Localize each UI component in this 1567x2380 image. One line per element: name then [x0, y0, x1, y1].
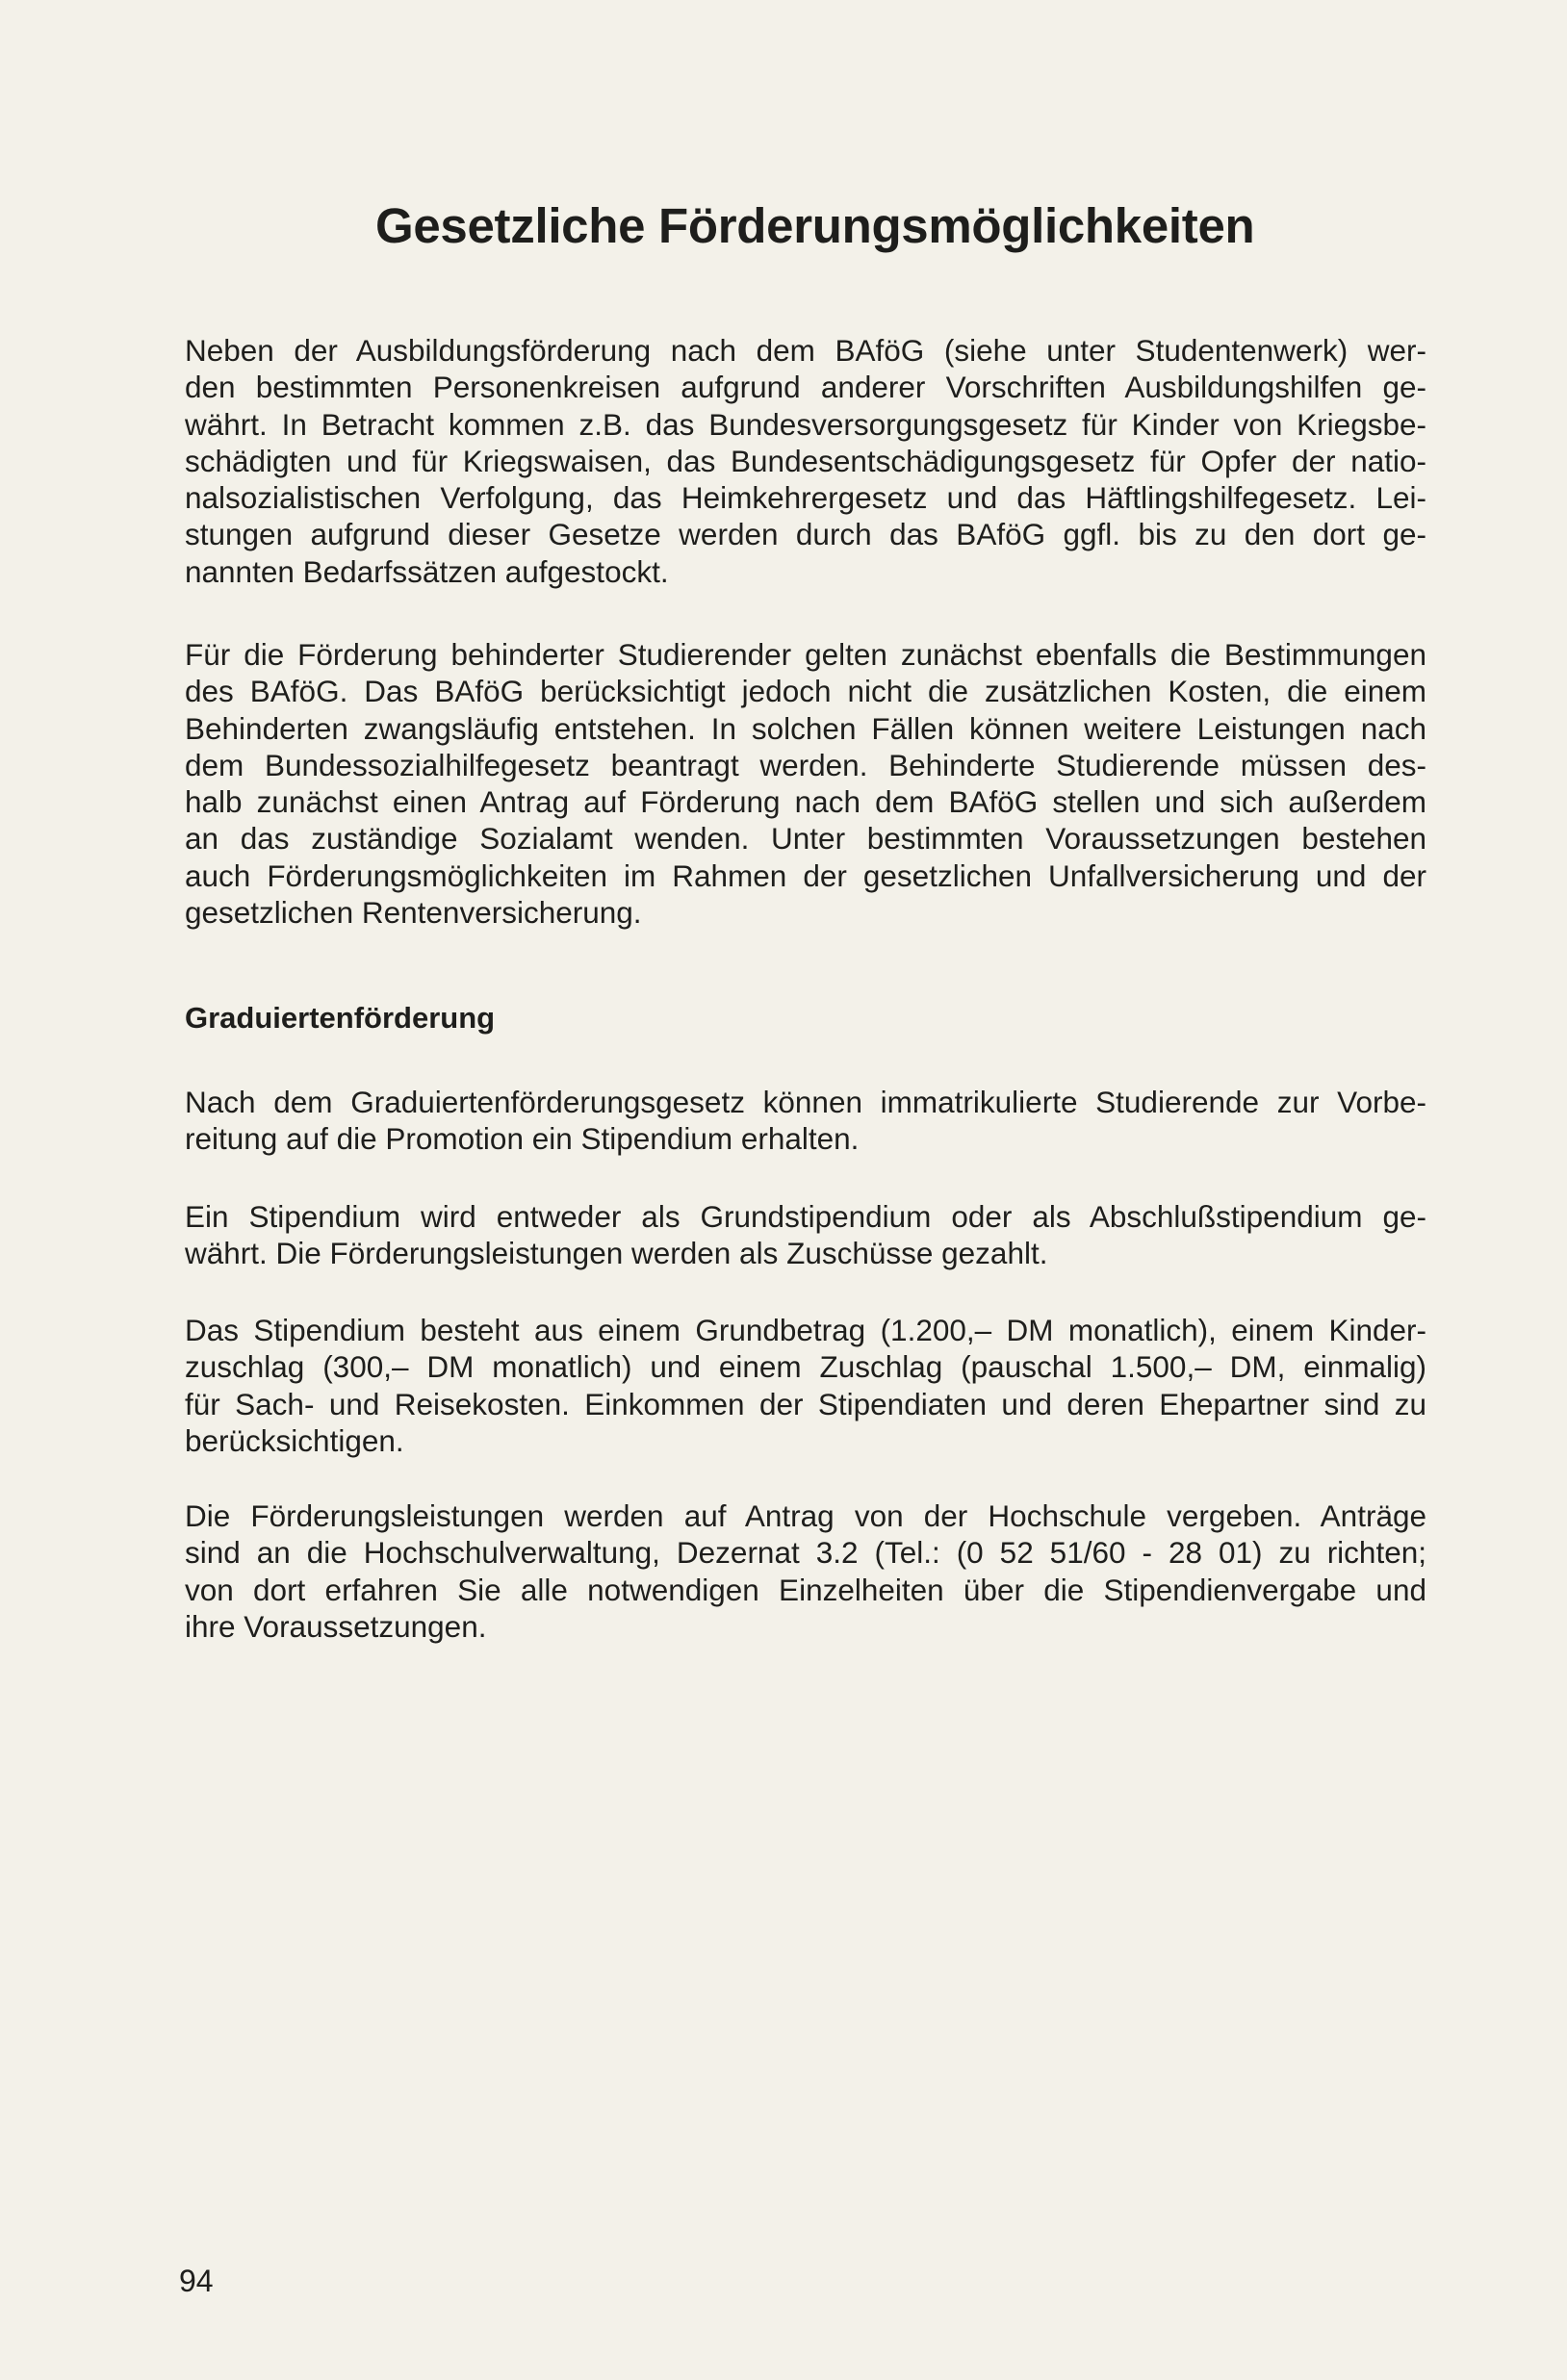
- text-line: nalsozialistischen Verfolgung, das Heimkehrergesetz und das Häftlingshilfegesetz. Lei-: [185, 480, 1426, 516]
- text-line: zuschlag (300,– DM monatlich) und einem Zuschlag (pauschal 1.500,– DM, einmalig): [185, 1349, 1426, 1385]
- text-line: Die Förderungsleistungen werden auf Antrag von der Hochschule vergeben. Anträge: [185, 1498, 1426, 1533]
- text-line: auch Förderungsmöglichkeiten im Rahmen der gesetzlichen Unfallversicherung und der: [185, 857, 1426, 893]
- text-line: ihre Voraussetzungen.: [185, 1608, 487, 1644]
- page-title: Gesetzliche Förderungsmöglichkeiten: [375, 198, 1255, 253]
- text-line: berücksichtigen.: [185, 1422, 404, 1458]
- text-line: Nach dem Graduiertenförderungsgesetz können immatrikulierte Studierende zur Vorbe-: [185, 1085, 1426, 1119]
- section-heading: Graduiertenförderung: [185, 1001, 496, 1035]
- page-number: 94: [179, 2264, 214, 2298]
- text-line: sind an die Hochschulverwaltung, Dezernat 3.2 (Tel.: (0 52 51/60 - 28 01) zu richten;: [185, 1535, 1426, 1571]
- text-line: währt. Die Förderungsleistungen werden als Zuschüsse gezahlt.: [185, 1236, 1048, 1271]
- graduate-paragraph-2: [185, 1198, 1426, 1272]
- text-line: reitung auf die Promotion ein Stipendium erhalten.: [185, 1121, 860, 1157]
- graduate-paragraph-3: [185, 1312, 1426, 1459]
- text-line: schädigten und für Kriegswaisen, das Bundesentschädigungsgesetz für Opfer der natio-: [185, 443, 1426, 478]
- text-line: Für die Förderung behinderter Studierender gelten zunächst ebenfalls die Bestimmungen: [185, 637, 1426, 672]
- text-line: gesetzlichen Rentenversicherung.: [185, 895, 642, 931]
- text-line: Ein Stipendium wird entweder als Grundstipendium oder als Abschlußstipendium ge-: [185, 1199, 1426, 1234]
- text-line: stungen aufgrund dieser Gesetze werden durch das BAföG ggfl. bis zu den dort ge-: [185, 517, 1426, 552]
- graduate-paragraph-1: [185, 1084, 1426, 1158]
- graduate-paragraph-4: [185, 1497, 1426, 1645]
- text-line: Neben der Ausbildungsförderung nach dem BAföG (siehe unter Studentenwerk) wer-: [185, 333, 1426, 368]
- text-line: dem Bundessozialhilfegesetz beantragt werden. Behinderte Studierende müssen des-: [185, 747, 1426, 782]
- text-line: den bestimmten Personenkreisen aufgrund anderer Vorschriften Ausbildungshilfen ge-: [185, 370, 1426, 405]
- disabled-students-paragraph: [185, 636, 1426, 931]
- text-line: von dort erfahren Sie alle notwendigen Einzelheiten über die Stipendienvergabe und: [185, 1572, 1426, 1607]
- text-line: an das zuständige Sozialamt wenden. Unter bestimmten Voraussetzungen bestehen: [185, 821, 1426, 857]
- text-line: für Sach- und Reisekosten. Einkommen der Stipendiaten und deren Ehepartner sind zu: [185, 1386, 1426, 1421]
- text-line: Das Stipendium besteht aus einem Grundbetrag (1.200,– DM monatlich), einem Kinder-: [185, 1313, 1426, 1347]
- text-line: Behinderten zwangsläufig entstehen. In solchen Fällen können weitere Leistungen nach: [185, 710, 1426, 746]
- text-line: halb zunächst einen Antrag auf Förderung nach dem BAföG stellen und sich außerdem: [185, 784, 1426, 820]
- text-line: des BAföG. Das BAföG berücksichtigt jedoch nicht die zusätzlichen Kosten, die einem: [185, 674, 1426, 709]
- text-line: währt. In Betracht kommen z.B. das Bundesversorgungsgesetz für Kinder von Kriegsbe-: [185, 406, 1426, 442]
- text-line: nannten Bedarfssätzen aufgestockt.: [185, 553, 669, 589]
- intro-paragraph: [185, 332, 1426, 590]
